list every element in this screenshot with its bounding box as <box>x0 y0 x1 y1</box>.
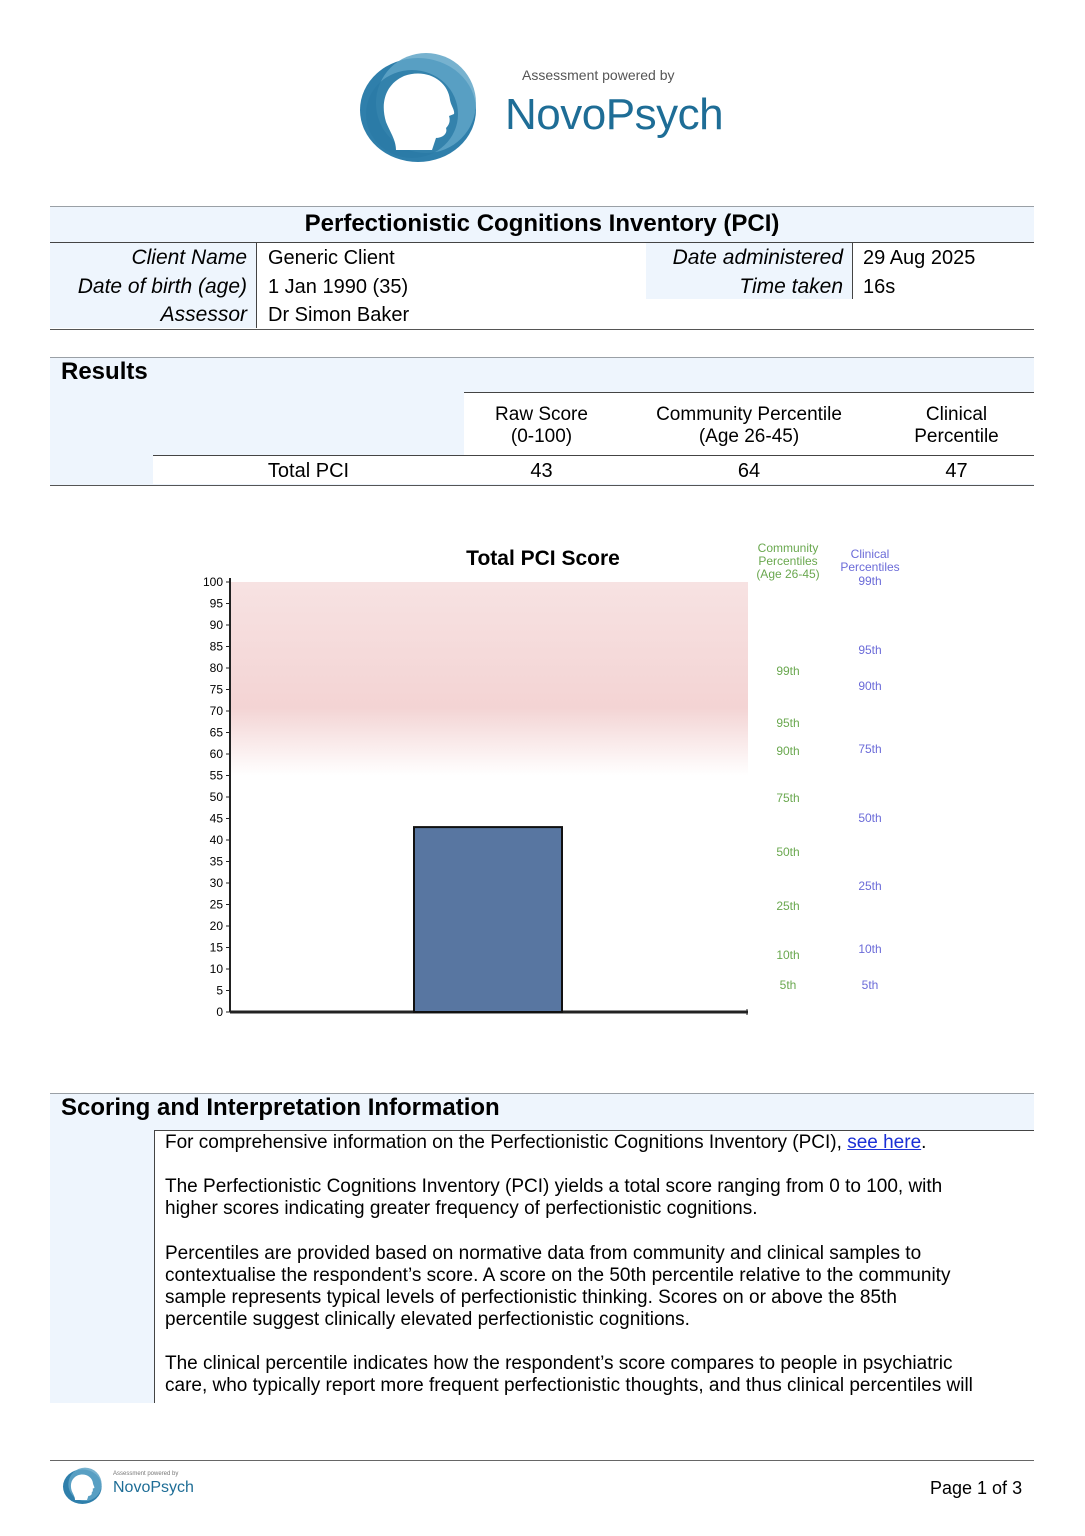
y-tick-label: 0 <box>216 1005 223 1019</box>
bar-total-pci <box>414 827 562 1012</box>
page-number: Page 1 of 3 <box>930 1478 1023 1498</box>
logo-powered-by: Assessment powered by <box>522 67 675 83</box>
clinical-percentiles-heading <box>830 548 910 574</box>
community-percentile-value: 64 <box>737 460 761 482</box>
footer-logo-icon <box>61 1466 105 1506</box>
community-head-line1: Community <box>757 541 819 555</box>
raw-score-header-line2: (0-100) <box>510 426 573 447</box>
y-tick-label: 30 <box>209 876 223 890</box>
community-percentile-5th: 5th <box>779 978 797 993</box>
raw-score-header-line1: Raw Score <box>495 404 588 425</box>
community-percentile-75th: 75th <box>776 791 800 806</box>
y-tick-label: 80 <box>209 661 223 675</box>
time-taken-value: 16s <box>863 276 896 298</box>
clinical-head-line1: Clinical <box>850 547 890 561</box>
community-head-line2: Percentiles <box>758 554 818 568</box>
time-taken-label: Time taken <box>739 275 843 298</box>
y-tick-label: 95 <box>209 596 223 611</box>
clinical-header-line1: Clinical <box>925 404 988 425</box>
clinical-percentile-99th: 99th <box>858 574 882 588</box>
scoring-paragraph-1 <box>165 1132 1025 1154</box>
clinical-percentile-75th: 75th <box>858 741 882 756</box>
client-name-value: Generic Client <box>268 247 395 269</box>
community-percentile-25th: 25th <box>776 898 800 913</box>
clinical-head-line2: Percentiles <box>840 560 900 574</box>
scoring-heading: Scoring and Interpretation Information <box>61 1094 500 1121</box>
y-tick-label: 10 <box>209 962 223 976</box>
raw-score-value: 43 <box>530 460 553 482</box>
community-header-line2: (Age 26-45) <box>698 426 800 447</box>
scoring-p2-line: The Perfectionistic Cognitions Inventory (PCI) yields a total score ranging from 0 to 100, with <box>165 1176 943 1197</box>
y-tick-label: 100 <box>202 575 223 589</box>
scoring-p1-end: . <box>921 1132 927 1153</box>
community-percentiles-heading <box>748 542 828 581</box>
scoring-p4-line: care, who typically report more frequent perfectionistic thoughts, and thus clinical percentiles will <box>165 1375 973 1396</box>
scoring-p2-line: higher scores indicating greater frequency of perfectionistic cognitions. <box>165 1198 758 1219</box>
y-tick-label: 15 <box>209 940 223 955</box>
info-divider <box>256 243 257 328</box>
scoring-p3-line: Percentiles are provided based on normative data from community and clinical samples to <box>165 1243 922 1264</box>
scoring-title-underline <box>154 1130 1034 1131</box>
community-percentile-95th: 95th <box>776 715 800 730</box>
y-tick-label: 85 <box>209 639 223 654</box>
community-head-line3: (Age 26-45) <box>756 567 820 581</box>
footer-powered-by: Assessment powered by <box>113 1471 179 1477</box>
y-tick-label: 75 <box>209 682 223 697</box>
scoring-p3-line: sample represents typical levels of perfectionistic thinking. Scores on or above the 85th <box>165 1287 897 1308</box>
y-tick-label: 65 <box>209 725 223 740</box>
clinical-percentile-90th: 90th <box>858 679 882 694</box>
scoring-left-column <box>50 1130 154 1403</box>
results-heading: Results <box>61 358 148 385</box>
scoring-p3-line: contextualise the respondent’s score. A score on the 50th percentile relative to the community <box>165 1265 951 1286</box>
y-tick-label: 55 <box>209 768 223 783</box>
assessor-value: Dr Simon Baker <box>268 304 410 326</box>
clinical-percentile-value: 47 <box>945 460 968 482</box>
scoring-paragraph-3 <box>165 1243 1025 1331</box>
y-tick-label: 60 <box>209 747 223 761</box>
info-divider <box>852 243 853 299</box>
footer-divider <box>50 1460 1034 1461</box>
logo-brand: NovoPsych <box>505 90 724 139</box>
see-here-link[interactable]: see here <box>847 1132 922 1153</box>
clinical-percentile-50th: 50th <box>858 810 882 825</box>
community-percentile-90th: 90th <box>776 743 800 758</box>
clinical-percentile-10th: 10th <box>858 941 882 956</box>
total-pci-chart <box>180 570 760 1030</box>
client-name-label: Client Name <box>131 246 247 269</box>
y-tick-label: 70 <box>209 704 223 718</box>
footer-brand: NovoPsych <box>113 1479 194 1496</box>
y-tick-label: 20 <box>209 919 223 933</box>
novopsych-logo-icon <box>356 48 484 168</box>
elevated-band <box>230 582 748 776</box>
date-administered-label: Date administered <box>672 246 843 269</box>
clinical-percentile-5th: 5th <box>861 978 879 993</box>
scoring-p1-text: For comprehensive information on the Perfectionistic Cognitions Inventory (PCI), <box>165 1132 848 1153</box>
y-tick-label: 90 <box>209 618 223 632</box>
scoring-paragraph-2 <box>165 1176 1025 1220</box>
clinical-percentile-25th: 25th <box>858 879 882 894</box>
raw-score-header <box>464 404 619 448</box>
community-header-line1: Community Percentile <box>656 404 842 425</box>
y-tick-label: 40 <box>209 833 223 847</box>
community-percentile-10th: 10th <box>776 948 800 963</box>
y-tick-label: 5 <box>216 983 223 998</box>
total-pci-label: Total PCI <box>267 460 350 482</box>
y-tick-label: 45 <box>209 811 223 826</box>
date-administered-value: 29 Aug 2025 <box>863 247 976 269</box>
y-tick-label: 25 <box>209 897 223 912</box>
community-percentile-header <box>619 404 879 448</box>
clinical-header-line2: Percentile <box>914 426 999 447</box>
assessor-label: Assessor <box>160 303 247 326</box>
dob-label: Date of birth (age) <box>77 275 247 298</box>
assessment-title: Perfectionistic Cognitions Inventory (PCI) <box>304 210 780 237</box>
community-percentile-99th: 99th <box>776 664 800 679</box>
clinical-percentile-95th: 95th <box>858 642 882 657</box>
community-percentile-50th: 50th <box>776 844 800 859</box>
scoring-p4-line: The clinical percentile indicates how the respondent’s score compares to people in psychiatric <box>165 1353 953 1374</box>
clinical-percentile-header <box>879 404 1034 448</box>
scoring-p3-line: percentile suggest clinically elevated perfectionistic cognitions. <box>165 1309 690 1330</box>
y-tick-label: 35 <box>209 854 223 869</box>
scoring-divider <box>154 1130 155 1403</box>
chart-title: Total PCI Score <box>466 547 620 570</box>
y-tick-label: 50 <box>209 790 223 804</box>
dob-value: 1 Jan 1990 (35) <box>268 276 409 298</box>
scoring-paragraph-4 <box>165 1353 1025 1397</box>
